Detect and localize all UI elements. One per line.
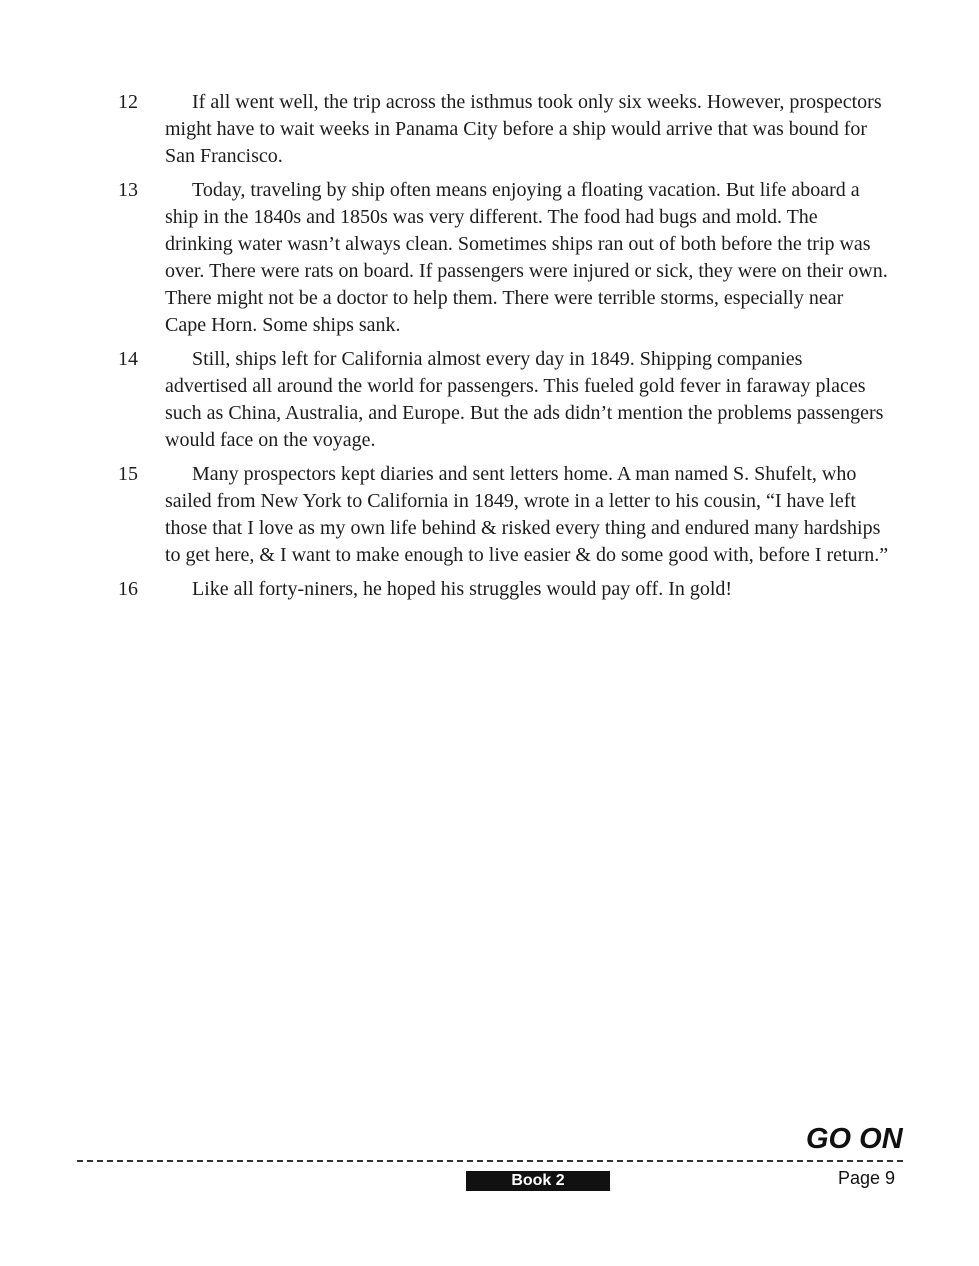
footer-divider xyxy=(77,1160,903,1162)
paragraph-text: Like all forty-niners, he hoped his struggles would pay off. In gold! xyxy=(192,578,733,600)
paragraph-number: 16 xyxy=(118,578,138,600)
paragraph-text: If all went well, the trip across the isthmus took only six weeks. However, prospectors might have to wait weeks in Panama City before a ship would arrive that was bound for San Francisco. xyxy=(165,91,882,167)
paragraph-number: 13 xyxy=(118,179,138,201)
paragraph-text: Many prospectors kept diaries and sent letters home. A man named S. Shufelt, who sailed from New York to California in 1849, wrote in a letter to his cousin, “I have left those that I love as my own life behind & risked every thing and endured many hardships to get here, & I want to make enough to live easier & do some good with, before I return.” xyxy=(165,463,889,566)
book-label: Book 2 xyxy=(466,1171,610,1191)
paragraph-number: 15 xyxy=(118,463,138,485)
paragraph-text: Today, traveling by ship often means enjoying a floating vacation. But life aboard a ship in the 1840s and 1850s was very different. The food had bugs and mold. The drinking water wasn’t always clean. Sometimes ships ran out of both before the trip was over. There were rats on board. If passengers were injured or sick, they were on their own. There might not be a doctor to help them. There were terrible storms, especially near Cape Horn. Some ships sank. xyxy=(165,179,888,336)
paragraph-number: 14 xyxy=(118,348,138,370)
paragraph-13 xyxy=(0,177,979,339)
paragraph-number: 12 xyxy=(118,91,138,113)
paragraph-text: Still, ships left for California almost every day in 1849. Shipping companies advertised all around the world for passengers. This fueled gold fever in faraway places such as China, Australia, and Europe. But the ads didn’t mention the problems passengers would face on the voyage. xyxy=(165,348,884,451)
paragraph-16 xyxy=(0,576,979,603)
paragraph-15 xyxy=(0,461,979,569)
paragraph-14 xyxy=(0,346,979,454)
page-number: Page 9 xyxy=(838,1168,896,1188)
passage-body xyxy=(0,89,979,610)
go-on-label: GO ON xyxy=(806,1123,903,1155)
paragraph-12 xyxy=(0,89,979,170)
